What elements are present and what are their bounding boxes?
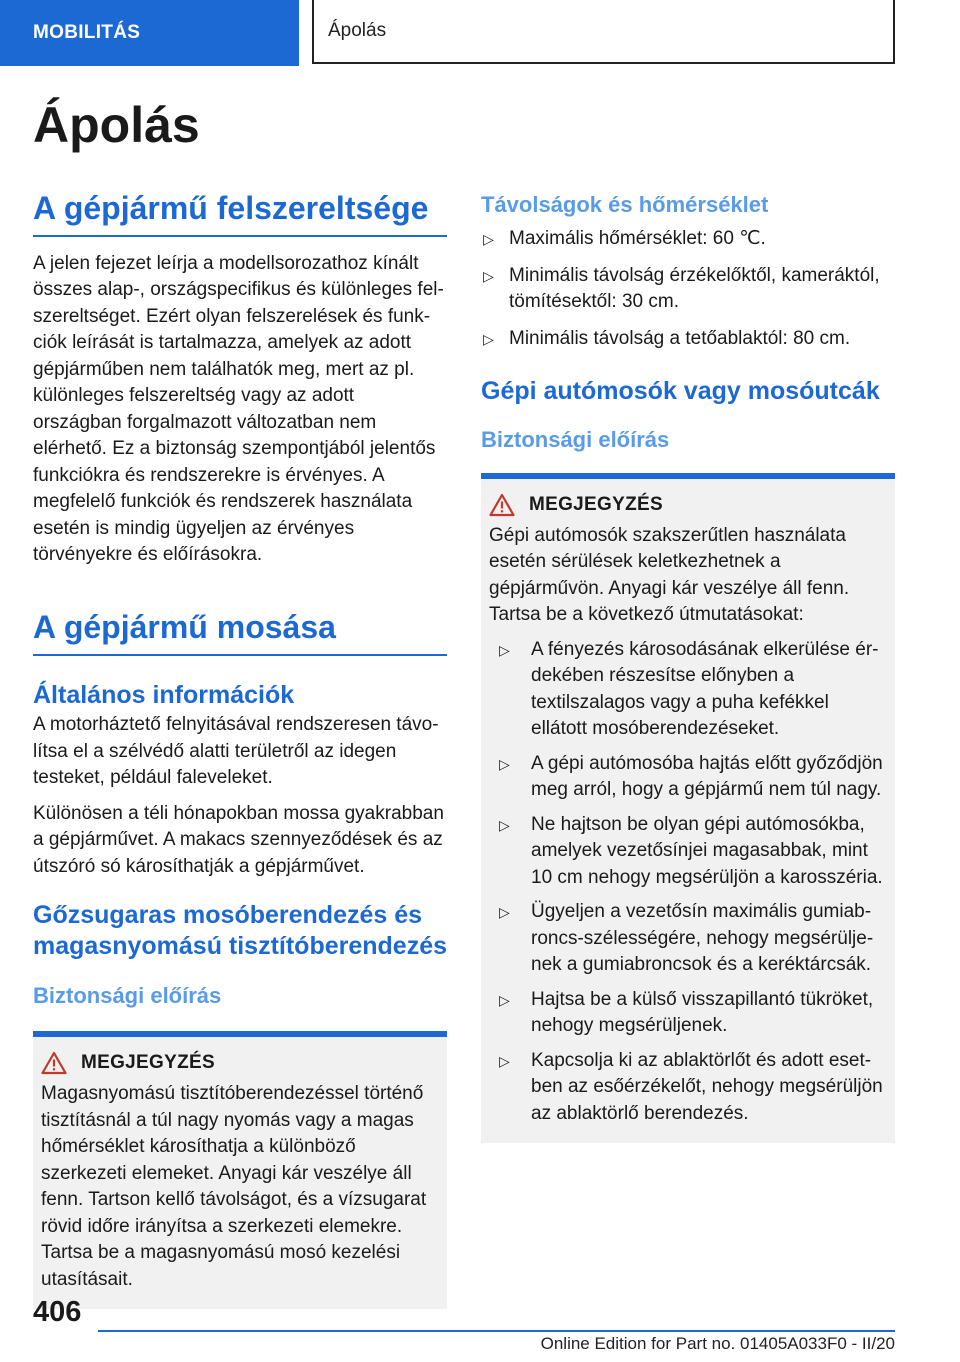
bullet-triangle-icon: ▷ xyxy=(499,755,510,772)
footer-divider xyxy=(98,1330,895,1332)
breadcrumb xyxy=(312,0,895,64)
note-header xyxy=(41,1051,439,1075)
list-item: ▷ Hajtsa be a külső visszapillantó tükröket, nehogy megsérüljenek. xyxy=(499,988,874,1036)
left-column xyxy=(33,190,447,1309)
warning-triangle-icon xyxy=(41,1051,67,1075)
bullet-triangle-icon: ▷ xyxy=(499,641,510,658)
page-number: 406 xyxy=(33,1296,82,1328)
note-header xyxy=(489,493,887,517)
page-title: Ápolás xyxy=(33,97,200,153)
heading-vehicle-washing: A gépjármű mosása xyxy=(33,609,447,656)
heading-vehicle-equipment: A gépjármű felszereltsége xyxy=(33,190,447,237)
list-item: ▷ Ügyeljen a vezetősín maximális gumiabroncs-szélességére, nehogy megsérüljenek a gumiabroncsok és a keréktárcsák. xyxy=(499,901,874,975)
note-text: Gépi autómosók szakszerűtlen használata esetén sérülések keletkezhetnek a gépjárművön. Anyagi kár veszélye áll fenn. Tartsa be a következő útmutatásokat: xyxy=(489,524,850,625)
note-title: MEGJEGYZÉS xyxy=(81,1052,215,1074)
general-paragraph-2: Különösen a téli hónapokban mossa gyakrabban a gépjárművet. A makacs szennyeződések és az útszóró só károsíthatják a gépjárművet. xyxy=(33,802,444,877)
section-tab[interactable]: MOBILITÁS xyxy=(0,0,299,66)
list-item: ▷ Maximális hőmérséklet: 60 ℃. xyxy=(481,226,895,253)
bullet-triangle-icon: ▷ xyxy=(499,904,510,920)
list-item: ▷ Ne hajtson be olyan gépi autómosókba, amelyek vezetősínjei magasabbak, mint 10 cm nehogy megsérüljön a karosszéria. xyxy=(499,813,883,888)
heading-safety-left: Biztonsági előírás xyxy=(33,983,222,1009)
equipment-paragraph: A jelen fejezet leírja a modellsorozathoz kínált összes alap-, országspecifikus és különleges felszereltséget. Ezért olyan felszerelések és funkciók leírását is tartalmazza, amelyek az adott gépjárműben nem találhatók meg, mert az pl. különleges felszereltség vagy az adott országban forgalmazott változatban nem elérhető. Ez a biztonság szempontjából jelentős funkciókra és rendszerekre is érvényes. A megfelelő funkciók és rendszerek használata esetén is mindig ügyeljen az érvényes törvényekre és előírásokra. xyxy=(33,252,444,566)
note-title: MEGJEGYZÉS xyxy=(529,493,663,515)
right-column xyxy=(481,190,895,1143)
page-header xyxy=(0,0,960,66)
heading-distances-temperature: Távolságok és hőmérséklet xyxy=(481,192,769,217)
list-item: ▷ A gépi autómosóba hajtás előtt győződjön meg arról, hogy a gépjármű nem túl nagy. xyxy=(499,752,883,800)
bullet-triangle-icon: ▷ xyxy=(483,330,494,347)
bullet-triangle-icon: ▷ xyxy=(499,816,510,833)
bullet-triangle-icon: ▷ xyxy=(483,231,494,247)
list-item: ▷ Minimális távolság érzékelőktől, kameráktól, tömítésektől: 30 cm. xyxy=(483,264,880,312)
note-text: Magasnyomású tisztítóberendezéssel történő tisztításnál a túl nagy nyomás vagy a magas hőmérséklet károsíthatja a különböző szerkezeti elemeket. Anyagi kár veszélye áll fenn. Tartson kellő távolságot, és a vízsugarat rövid időre irányítsa a szerkezeti elemekre. Tartsa be a magasnyomású mosó kezelési utasításait. xyxy=(41,1083,427,1290)
list-item: ▷ Kapcsolja ki az ablaktörlőt és adott esetben az esőérzékelőt, nehogy megsérüljön az ablaktörlő berendezés. xyxy=(499,1049,883,1124)
general-paragraph-1: A motorháztető felnyitásával rendszeresen távolítsa el a szélvédő alatti területről az idegen testeket, például faleveleket. xyxy=(33,714,439,789)
bullet-triangle-icon: ▷ xyxy=(499,1052,510,1069)
bullet-triangle-icon: ▷ xyxy=(483,267,494,284)
list-item: ▷ A fényezés károsodásának elkerülése érdekében részesítse előnyben a textilszalagos vagy a puha kefékkel ellátott mosóberendezéseket. xyxy=(499,638,879,739)
footer-edition-text: Online Edition for Part no. 01405A033F0 - II/20 xyxy=(540,1334,895,1353)
heading-car-wash: Gépi autómosók vagy mosóutcák xyxy=(481,377,880,405)
heading-general-info: Általános információk xyxy=(33,680,295,709)
heading-safety-right: Biztonsági előírás xyxy=(481,426,670,452)
warning-triangle-icon xyxy=(489,493,515,517)
note-box-car-wash xyxy=(481,473,895,1144)
list-item: ▷ Minimális távolság a tetőablaktól: 80 cm. xyxy=(481,326,895,353)
breadcrumb-label: Ápolás xyxy=(328,20,387,41)
heading-steam-cleaner: Gőzsugaras mosóberendezés és magasnyomású tisztítóberendezés xyxy=(33,901,448,960)
note-box-pressure-washer xyxy=(33,1031,447,1309)
car-wash-instructions-list xyxy=(489,637,887,1128)
distance-list xyxy=(481,226,895,352)
bullet-triangle-icon: ▷ xyxy=(499,991,510,1008)
